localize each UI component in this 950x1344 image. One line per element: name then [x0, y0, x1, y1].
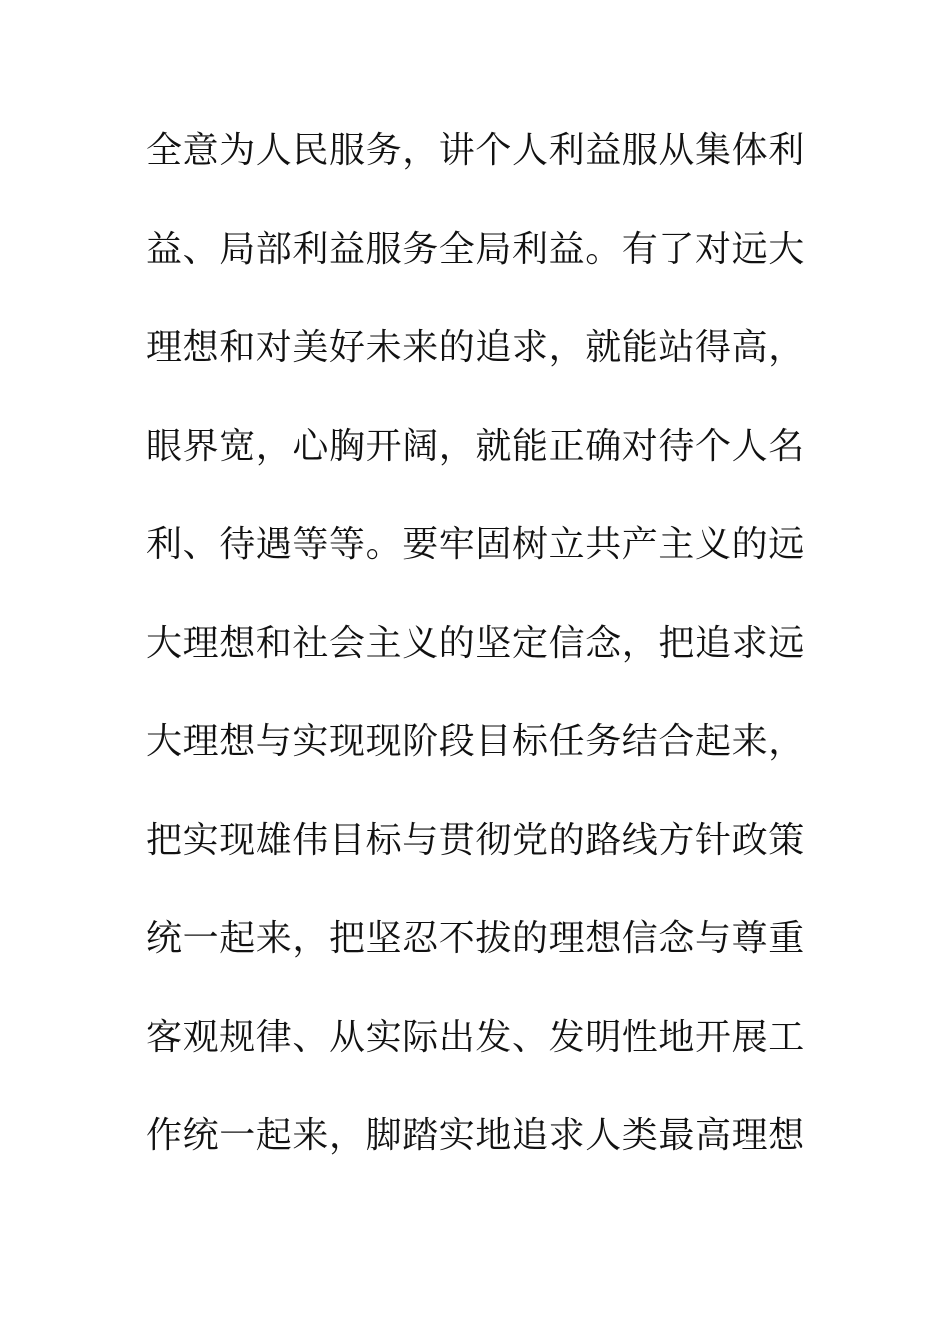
- text-line: 把实现雄伟目标与贯彻党的路线方针政策: [146, 819, 805, 861]
- text-line: 理想和对美好未来的追求，就能站得高，: [146, 327, 805, 368]
- text-line: 眼界宽，心胸开阔，就能正确对待个人名: [146, 425, 805, 467]
- text-line: 大理想与实现现阶段目标任务结合起来，: [146, 721, 805, 762]
- text-line: 作统一起来，脚踏实地追求人类最高理想: [146, 1115, 805, 1156]
- text-line: 客观规律、从实际出发、发明性地开展工: [146, 1016, 805, 1058]
- text-line: 统一起来，把坚忍不拔的理想信念与尊重: [146, 918, 805, 959]
- text-line: 益、局部利益服务全局利益。有了对远大: [146, 228, 805, 270]
- body-paragraph: [146, 118, 806, 1202]
- text-line: 利、待遇等等。要牢固树立共产主义的远: [146, 524, 805, 565]
- text-line: 大理想和社会主义的坚定信念，把追求远: [146, 622, 805, 664]
- text-line: 全意为人民服务，讲个人利益服从集体利: [146, 130, 805, 171]
